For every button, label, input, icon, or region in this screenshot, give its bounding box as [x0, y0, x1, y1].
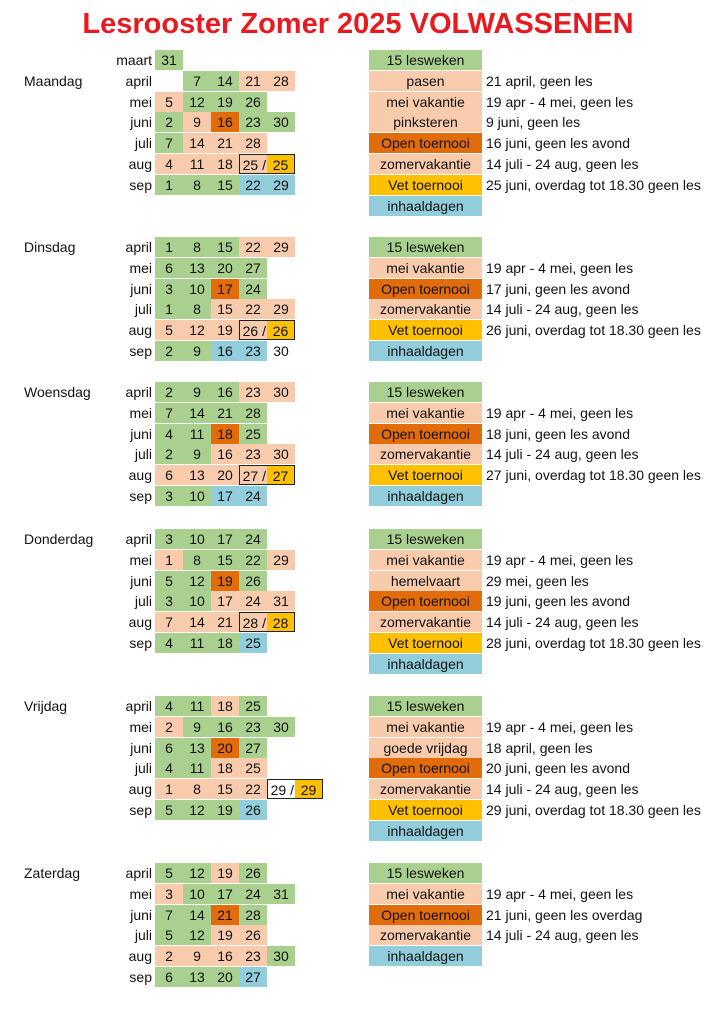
- date-cell: 6: [155, 738, 183, 758]
- date-cell: 30: [267, 444, 295, 464]
- legend-label: Open toernooi: [369, 424, 482, 444]
- date-cell: 23: [239, 946, 267, 966]
- date-cell: 21: [211, 403, 239, 423]
- date-cell: 11: [183, 154, 211, 174]
- date-cell: 29: [267, 550, 295, 570]
- date-cell: 16: [211, 341, 239, 361]
- date-cell: 3: [155, 591, 183, 611]
- date-cell: 28: [239, 403, 267, 423]
- legend-label: Open toernooi: [369, 279, 482, 299]
- date-cell: 25: [239, 696, 267, 716]
- date-cell: 2: [155, 341, 183, 361]
- month-label: aug: [128, 614, 152, 631]
- date-cell: 17: [211, 591, 239, 611]
- date-cell: 8: [183, 299, 211, 319]
- legend-note: 19 apr - 4 mei, geen les: [486, 259, 634, 276]
- date-cell: 2: [155, 717, 183, 737]
- legend-label: zomervakantie: [369, 612, 482, 632]
- date-cell: 3: [155, 884, 183, 904]
- month-label: april: [125, 72, 152, 89]
- date-cell: 22: [239, 550, 267, 570]
- legend-label: 15 lesweken: [369, 863, 482, 883]
- legend-label: Open toernooi: [369, 758, 482, 778]
- day-label: Maandag: [24, 72, 83, 89]
- date-cell: 7: [183, 71, 211, 91]
- legend-note: 19 apr - 4 mei, geen les: [486, 93, 634, 110]
- date-cell: 28: [267, 612, 295, 632]
- legend-label: hemelvaart: [369, 571, 482, 591]
- date-cell: 9: [183, 444, 211, 464]
- date-cell: 29: [267, 237, 295, 257]
- date-cell: 29: [267, 299, 295, 319]
- legend-note: 25 juni, overdag tot 18.30 geen les: [486, 176, 701, 193]
- legend-label: Vet toernooi: [369, 633, 482, 653]
- month-label: juni: [130, 280, 152, 297]
- date-cell: 25 /: [239, 154, 267, 174]
- date-cell: 20: [211, 738, 239, 758]
- date-cell: 31: [155, 50, 183, 70]
- legend-label: inhaaldagen: [369, 654, 482, 674]
- date-cell: 9: [183, 382, 211, 402]
- date-cell: 10: [183, 486, 211, 506]
- legend-note: 16 juni, geen les avond: [486, 135, 630, 152]
- date-cell: 5: [155, 92, 183, 112]
- legend-label: zomervakantie: [369, 154, 482, 174]
- legend-note: 19 apr - 4 mei, geen les: [486, 885, 634, 902]
- date-cell: 12: [183, 800, 211, 820]
- month-label: sep: [129, 488, 152, 504]
- legend-label: Open toernooi: [369, 591, 482, 611]
- date-cell: 13: [183, 738, 211, 758]
- date-cell: 2: [155, 946, 183, 966]
- legend-note: 9 juni, geen les: [486, 114, 581, 131]
- legend-note: 29 mei, geen les: [486, 572, 589, 589]
- date-cell: 1: [155, 299, 183, 319]
- date-cell: 30: [267, 946, 295, 966]
- legend-label: Vet toernooi: [369, 465, 482, 485]
- month-label: mei: [129, 885, 152, 902]
- date-cell: 15: [211, 299, 239, 319]
- date-cell: 4: [155, 154, 183, 174]
- date-cell: 19: [211, 925, 239, 945]
- date-cell: 27: [239, 738, 267, 758]
- month-label: juli: [134, 760, 152, 777]
- month-label: mei: [129, 93, 152, 110]
- date-cell: 15: [211, 175, 239, 195]
- date-cell: 27: [267, 465, 295, 485]
- legend-label: mei vakantie: [369, 92, 482, 112]
- date-cell: 11: [183, 758, 211, 778]
- month-label: juli: [134, 301, 152, 318]
- date-cell: 19: [211, 800, 239, 820]
- date-cell: 3: [155, 486, 183, 506]
- legend-note: 18 april, geen les: [486, 739, 593, 756]
- date-cell: 7: [155, 133, 183, 153]
- month-label: mei: [129, 404, 152, 421]
- date-cell: 30: [273, 343, 289, 359]
- legend-label: zomervakantie: [369, 299, 482, 319]
- date-cell: 12: [183, 92, 211, 112]
- legend-note: 14 juli - 24 aug, geen les: [486, 614, 639, 631]
- date-cell: 3: [155, 529, 183, 549]
- date-cell: 18: [211, 424, 239, 444]
- date-cell: 4: [155, 424, 183, 444]
- date-cell: 28: [239, 133, 267, 153]
- date-cell: 26: [239, 863, 267, 883]
- month-label: juni: [130, 572, 152, 589]
- legend-label: mei vakantie: [369, 884, 482, 904]
- date-cell: 13: [183, 258, 211, 278]
- legend-label: mei vakantie: [369, 403, 482, 423]
- date-cell: 24: [239, 884, 267, 904]
- date-cell: 4: [155, 696, 183, 716]
- date-cell: 6: [155, 465, 183, 485]
- date-cell: 12: [183, 863, 211, 883]
- date-cell: 27 /: [239, 465, 267, 485]
- legend-note: 19 juni, geen les avond: [486, 593, 630, 610]
- date-cell: 10: [183, 529, 211, 549]
- date-cell: 11: [183, 633, 211, 653]
- date-cell: 14: [211, 71, 239, 91]
- legend-label: 15 lesweken: [369, 696, 482, 716]
- legend-note: 14 juli - 24 aug, geen les: [486, 156, 639, 172]
- legend-note: 28 juni, overdag tot 18.30 geen les: [486, 635, 701, 651]
- date-cell: 7: [155, 905, 183, 925]
- date-cell: 16: [211, 717, 239, 737]
- date-cell: 8: [183, 175, 211, 195]
- legend-label: Open toernooi: [369, 133, 482, 153]
- date-cell: 4: [155, 633, 183, 653]
- legend-label: zomervakantie: [369, 779, 482, 799]
- date-cell: 26: [239, 800, 267, 820]
- date-cell: 29 /: [267, 779, 295, 799]
- date-cell: 18: [211, 154, 239, 174]
- month-label: aug: [128, 322, 152, 339]
- date-cell: 22: [239, 237, 267, 257]
- month-label: juli: [134, 446, 152, 463]
- date-cell: 17: [211, 884, 239, 904]
- day-label: Dinsdag: [24, 239, 76, 255]
- month-label: mei: [129, 551, 152, 568]
- legend-label: mei vakantie: [369, 717, 482, 737]
- date-cell: 17: [211, 486, 239, 506]
- date-cell: 17: [211, 279, 239, 299]
- date-cell: 22: [239, 779, 267, 799]
- date-cell: 29: [295, 779, 323, 799]
- legend-note: 18 juni, geen les avond: [486, 425, 630, 442]
- date-cell: 27: [239, 967, 267, 987]
- legend-note: 20 juni, geen les avond: [486, 760, 630, 777]
- date-cell: 26 /: [239, 320, 267, 340]
- date-cell: 5: [155, 863, 183, 883]
- date-cell: 23: [239, 341, 267, 361]
- date-cell: 17: [211, 529, 239, 549]
- date-cell: 9: [183, 717, 211, 737]
- date-cell: 1: [155, 779, 183, 799]
- date-cell: 14: [183, 133, 211, 153]
- legend-label: pinksteren: [369, 112, 482, 132]
- legend-label: inhaaldagen: [369, 946, 482, 966]
- date-cell: 5: [155, 320, 183, 340]
- legend-note: 14 juli - 24 aug, geen les: [486, 781, 639, 798]
- date-cell: 9: [183, 946, 211, 966]
- month-label: aug: [128, 948, 152, 965]
- date-cell: 21: [211, 612, 239, 632]
- date-cell: 2: [155, 444, 183, 464]
- legend-label: inhaaldagen: [369, 196, 482, 216]
- date-cell: 12: [183, 571, 211, 591]
- month-label: maart: [116, 52, 152, 68]
- date-cell: 18: [211, 696, 239, 716]
- date-cell: 23: [239, 382, 267, 402]
- month-label: april: [125, 531, 152, 547]
- date-cell: 9: [183, 112, 211, 132]
- legend-label: mei vakantie: [369, 550, 482, 570]
- month-label: april: [125, 698, 152, 714]
- date-cell: 23: [239, 717, 267, 737]
- date-cell: 24: [239, 486, 267, 506]
- date-cell: 5: [155, 925, 183, 945]
- date-cell: 16: [211, 112, 239, 132]
- date-cell: 26: [239, 571, 267, 591]
- legend-note: 14 juli - 24 aug, geen les: [486, 927, 639, 944]
- date-cell: 26: [239, 925, 267, 945]
- legend-note: 19 apr - 4 mei, geen les: [486, 718, 634, 735]
- legend-note: 19 apr - 4 mei, geen les: [486, 551, 634, 568]
- month-label: april: [125, 865, 152, 881]
- month-label: sep: [129, 635, 152, 651]
- legend-note: 21 juni, geen les overdag: [486, 906, 643, 923]
- date-cell: 5: [155, 571, 183, 591]
- date-cell: 11: [183, 696, 211, 716]
- date-cell: 16: [211, 382, 239, 402]
- date-cell: 18: [211, 758, 239, 778]
- date-cell: 1: [155, 237, 183, 257]
- date-cell: 21: [211, 905, 239, 925]
- date-cell: 14: [183, 905, 211, 925]
- month-label: mei: [129, 718, 152, 735]
- date-cell: 27: [239, 258, 267, 278]
- date-cell: 21: [239, 71, 267, 91]
- date-cell: 30: [267, 717, 295, 737]
- date-cell: 31: [267, 591, 295, 611]
- date-cell: 8: [183, 550, 211, 570]
- date-cell: 2: [155, 382, 183, 402]
- date-cell: 1: [155, 550, 183, 570]
- month-label: sep: [129, 969, 152, 985]
- month-label: april: [125, 239, 152, 255]
- date-cell: 25: [267, 154, 295, 174]
- date-cell: 16: [211, 444, 239, 464]
- date-cell: 4: [155, 758, 183, 778]
- date-cell: 24: [239, 529, 267, 549]
- legend-label: 15 lesweken: [369, 529, 482, 549]
- date-cell: 25: [239, 633, 267, 653]
- month-label: aug: [128, 467, 152, 484]
- date-cell: 14: [183, 612, 211, 632]
- month-label: juni: [130, 114, 152, 131]
- legend-label: zomervakantie: [369, 925, 482, 945]
- date-cell: 2: [155, 112, 183, 132]
- date-cell: 20: [211, 258, 239, 278]
- legend-label: Vet toernooi: [369, 175, 482, 195]
- date-cell: 16: [211, 946, 239, 966]
- date-cell: 22: [239, 299, 267, 319]
- date-cell: 25: [239, 424, 267, 444]
- month-label: april: [125, 384, 152, 400]
- day-label: Donderdag: [24, 531, 94, 547]
- legend-note: 27 juni, overdag tot 18.30 geen les: [486, 467, 701, 484]
- legend-label: zomervakantie: [369, 444, 482, 464]
- legend-label: goede vrijdag: [369, 738, 482, 758]
- month-label: mei: [129, 259, 152, 276]
- page-title: Lesrooster Zomer 2025 VOLWASSENEN: [82, 8, 634, 40]
- date-cell: 30: [267, 382, 295, 402]
- date-cell: 7: [155, 403, 183, 423]
- legend-label: inhaaldagen: [369, 486, 482, 506]
- date-cell: 25: [239, 758, 267, 778]
- month-label: juli: [134, 135, 152, 152]
- month-label: aug: [128, 156, 152, 172]
- month-label: juni: [130, 425, 152, 442]
- date-cell: 28: [267, 71, 295, 91]
- date-cell: 8: [183, 237, 211, 257]
- legend-label: Vet toernooi: [369, 800, 482, 820]
- date-cell: 6: [155, 967, 183, 987]
- legend-note: 17 juni, geen les avond: [486, 280, 630, 297]
- date-cell: 5: [155, 800, 183, 820]
- day-label: Vrijdag: [24, 698, 68, 714]
- date-cell: 10: [183, 591, 211, 611]
- date-cell: 26: [267, 320, 295, 340]
- legend-label: 15 lesweken: [369, 50, 482, 70]
- date-cell: 9: [183, 341, 211, 361]
- date-cell: 13: [183, 967, 211, 987]
- legend-label: 15 lesweken: [369, 237, 482, 257]
- legend-note: 21 april, geen les: [486, 72, 593, 89]
- legend-label: 15 lesweken: [369, 382, 482, 402]
- date-cell: 11: [183, 424, 211, 444]
- legend-label: Open toernooi: [369, 905, 482, 925]
- legend-label: mei vakantie: [369, 258, 482, 278]
- legend-note: 29 juni, overdag tot 18.30 geen les: [486, 802, 701, 818]
- date-cell: 1: [155, 175, 183, 195]
- date-cell: 26: [239, 92, 267, 112]
- date-cell: 24: [239, 279, 267, 299]
- date-cell: 28 /: [239, 612, 267, 632]
- date-cell: 15: [211, 237, 239, 257]
- date-cell: 31: [267, 884, 295, 904]
- date-cell: 19: [211, 92, 239, 112]
- date-cell: 12: [183, 925, 211, 945]
- legend-label: pasen: [369, 71, 482, 91]
- date-cell: 19: [211, 863, 239, 883]
- month-label: sep: [129, 343, 152, 359]
- legend-label: Vet toernooi: [369, 320, 482, 340]
- day-label: Zaterdag: [24, 865, 81, 881]
- date-cell: 13: [183, 465, 211, 485]
- date-cell: 12: [183, 320, 211, 340]
- date-cell: 10: [183, 279, 211, 299]
- date-cell: 20: [211, 465, 239, 485]
- date-cell: 18: [211, 633, 239, 653]
- date-cell: 29: [267, 175, 295, 195]
- date-cell: 22: [239, 175, 267, 195]
- date-cell: 3: [155, 279, 183, 299]
- month-label: juli: [134, 593, 152, 610]
- date-cell: 28: [239, 905, 267, 925]
- date-cell: 23: [239, 444, 267, 464]
- legend-label: inhaaldagen: [369, 341, 482, 361]
- date-cell: 14: [183, 403, 211, 423]
- date-cell: 24: [239, 591, 267, 611]
- date-cell: 15: [211, 779, 239, 799]
- date-cell: 10: [183, 884, 211, 904]
- date-cell: 19: [211, 571, 239, 591]
- day-label: Woensdag: [24, 384, 91, 400]
- month-label: juli: [134, 927, 152, 944]
- date-cell: 6: [155, 258, 183, 278]
- month-label: sep: [129, 802, 152, 818]
- month-label: aug: [128, 781, 152, 798]
- month-label: juni: [130, 906, 152, 923]
- date-cell: 23: [239, 112, 267, 132]
- month-label: sep: [129, 176, 152, 193]
- legend-label: inhaaldagen: [369, 821, 482, 841]
- date-cell: 15: [211, 550, 239, 570]
- legend-note: 14 juli - 24 aug, geen les: [486, 301, 639, 318]
- month-label: juni: [130, 739, 152, 756]
- date-cell: 30: [267, 112, 295, 132]
- date-cell: 19: [211, 320, 239, 340]
- legend-note: 14 juli - 24 aug, geen les: [486, 446, 639, 463]
- date-cell: 7: [155, 612, 183, 632]
- date-cell: 8: [183, 779, 211, 799]
- date-cell: 20: [211, 967, 239, 987]
- date-cell: 21: [211, 133, 239, 153]
- legend-note: 26 juni, overdag tot 18.30 geen les: [486, 322, 701, 339]
- legend-note: 19 apr - 4 mei, geen les: [486, 404, 634, 421]
